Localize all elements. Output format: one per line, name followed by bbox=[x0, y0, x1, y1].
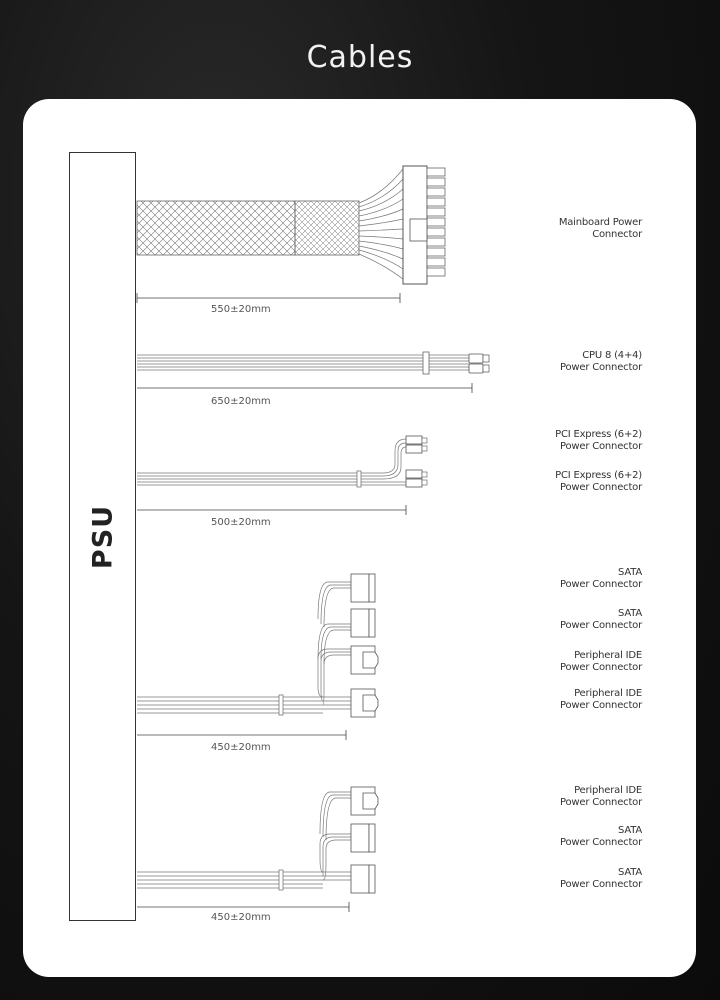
length-label: 500±20mm bbox=[211, 517, 271, 528]
sata-ide-cable-1 bbox=[137, 574, 378, 740]
length-label: 550±20mm bbox=[211, 304, 271, 315]
cables-card bbox=[23, 99, 696, 977]
connector-label: SATA Power Connector bbox=[560, 867, 642, 890]
cpu-cable bbox=[137, 352, 489, 393]
connector-label: Peripheral IDE Power Connector bbox=[560, 650, 642, 673]
connector-label: SATA Power Connector bbox=[560, 608, 642, 631]
mainboard-cable bbox=[137, 166, 445, 303]
connector-label: CPU 8 (4+4) Power Connector bbox=[560, 350, 642, 373]
length-label: 650±20mm bbox=[211, 396, 271, 407]
length-label: 450±20mm bbox=[211, 912, 271, 923]
connector-label: SATA Power Connector bbox=[560, 825, 642, 848]
length-label: 450±20mm bbox=[211, 742, 271, 753]
connector-label: Peripheral IDE Power Connector bbox=[560, 785, 642, 808]
page-title: Cables bbox=[306, 40, 414, 75]
pcie-cable bbox=[137, 436, 427, 515]
connector-label: Mainboard Power Connector bbox=[558, 217, 642, 240]
connector-label: PCI Express (6+2) Power Connector bbox=[555, 429, 642, 452]
connector-label: PCI Express (6+2) Power Connector bbox=[555, 470, 642, 493]
connector-label: SATA Power Connector bbox=[560, 567, 642, 590]
connector-label: Peripheral IDE Power Connector bbox=[560, 688, 642, 711]
psu-label: PSU bbox=[87, 504, 118, 569]
sata-ide-cable-2 bbox=[137, 787, 378, 912]
